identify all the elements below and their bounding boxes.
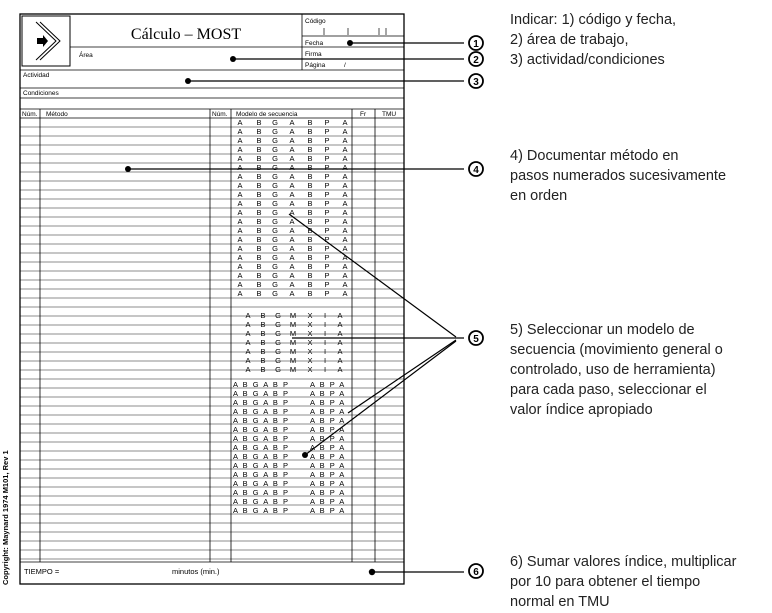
svg-text:4: 4 [473,165,479,176]
pointer-line-5a [289,214,456,337]
callout-marker-4 [469,162,483,176]
tool-use-left: A B G A B P [233,452,290,461]
general-move-letter: A [237,118,243,127]
general-move-letter: A [289,118,295,127]
svg-text:3: 3 [473,77,479,88]
general-move-letter: B [256,172,262,181]
tool-use-right: A B P A [310,434,346,443]
controlled-move-letter: G [275,365,281,374]
general-move-letter: P [324,172,330,181]
controlled-move-letter: M [289,320,297,329]
annotation-1: Indicar: 1) código y fecha, [510,12,677,28]
tool-use-left: A B G A B P [233,506,290,515]
controlled-move-letter: A [337,356,343,365]
codigo-label: Código [305,18,326,25]
controlled-move-letter: A [337,329,343,338]
general-move-letter: B [307,235,313,244]
general-move-letter: A [289,271,295,280]
controlled-move-letter: I [323,356,327,365]
general-move-letter: B [307,289,313,298]
pointer-dot-2 [230,56,236,62]
controlled-move-letter: A [245,356,251,365]
pointer-dot-1 [347,40,353,46]
general-move-letter: B [256,262,262,271]
controlled-move-letter: X [307,347,313,356]
callout-marker-3 [469,74,483,88]
general-move-letter: P [324,163,330,172]
general-move-letter: G [272,199,278,208]
tool-use-right: A B P A [310,470,346,479]
controlled-move-letter: X [307,311,313,320]
callout-marker-2 [469,52,483,66]
general-move-letter: P [324,244,330,253]
general-move-letter: A [237,217,243,226]
pointer-dot-6 [369,569,375,575]
controlled-move-letter: B [260,311,266,320]
general-move-letter: A [289,235,295,244]
controlled-move-letter: A [337,311,343,320]
tool-use-left: A B G A B P [233,470,290,479]
general-move-letter: A [342,163,348,172]
general-move-letter: G [272,217,278,226]
fecha-label: Fecha [305,40,324,47]
general-move-letter: B [256,118,262,127]
tool-use-left: A B G A B P [233,425,290,434]
general-move-letter: G [272,235,278,244]
svg-text:5: 5 [473,334,479,345]
controlled-move-letter: X [307,356,313,365]
pointer-lines [128,43,464,572]
condiciones-label: Condiciones [23,90,59,97]
general-move-letter: B [307,253,313,262]
general-move-letter: B [256,181,262,190]
tool-use-right: A B P A [310,461,346,470]
controlled-move-letter: B [260,356,266,365]
general-move-letter: G [272,289,278,298]
general-move-letter: G [272,271,278,280]
general-move-letter: A [342,172,348,181]
general-move-letter: A [289,145,295,154]
general-move-letter: B [256,226,262,235]
general-move-letter: B [307,271,313,280]
general-move-letter: P [324,154,330,163]
controlled-move-letter: I [323,329,327,338]
general-move-letter: G [272,280,278,289]
col-num2-header: Núm. [212,111,228,118]
tool-use-right: A B P A [310,506,346,515]
general-move-letter: B [256,154,262,163]
general-move-letter: A [342,145,348,154]
general-move-letter: A [289,244,295,253]
general-move-letter: P [324,181,330,190]
controlled-move-letter: A [337,365,343,374]
general-move-letter: A [237,253,243,262]
controlled-move-letter: M [289,329,297,338]
general-move-letter: P [324,199,330,208]
general-move-letter: A [289,217,295,226]
svg-text:6: 6 [473,567,479,578]
tool-use-right: A B P A [310,425,346,434]
controlled-move-letter: I [323,320,327,329]
general-move-letter: B [256,217,262,226]
general-move-letter: G [272,127,278,136]
general-move-letter: A [342,235,348,244]
general-move-letter: A [237,190,243,199]
general-move-letter: B [307,244,313,253]
pointer-dot-4 [125,166,131,172]
controlled-move-letter: G [275,347,281,356]
annotation-3: 3) actividad/condiciones [510,52,665,68]
general-move-letter: B [307,163,313,172]
general-move-letter: P [324,226,330,235]
general-move-letter: G [272,136,278,145]
general-move-letter: B [307,127,313,136]
general-move-letter: A [237,172,243,181]
controlled-move-letter: I [323,347,327,356]
controlled-move-letter: A [337,338,343,347]
controlled-move-letter: M [289,338,297,347]
general-move-letter: G [272,226,278,235]
general-move-letter: A [289,172,295,181]
area-label: Área [79,52,93,59]
copyright-notice: Copyright: Maynard 1974 M101, Rev 1 [1,450,10,585]
controlled-move-letter: A [245,365,251,374]
form-title: Cálculo – MOST [130,26,242,43]
general-move-letter: G [272,208,278,217]
general-move-letter: P [324,136,330,145]
pagina-label: Página [305,62,326,69]
general-move-letter: G [272,154,278,163]
general-move-letter: B [256,271,262,280]
controlled-move-letter: I [323,311,327,320]
general-move-letter: B [307,190,313,199]
general-move-letter: B [307,154,313,163]
general-move-letter: A [237,127,243,136]
controlled-move-letter: G [275,356,281,365]
controlled-move-letter: B [260,329,266,338]
general-move-letter: B [307,226,313,235]
general-move-letter: A [342,253,348,262]
general-move-letter: B [256,253,262,262]
controlled-move-letter: B [260,338,266,347]
controlled-move-letter: M [289,311,297,320]
general-move-letter: G [272,262,278,271]
general-move-letter: A [237,226,243,235]
controlled-move-letter: G [275,338,281,347]
general-move-letter: B [307,181,313,190]
tool-use-left: A B G A B P [233,497,290,506]
general-move-letter: A [237,163,243,172]
general-move-letter: A [342,226,348,235]
general-move-letter: B [307,136,313,145]
general-move-letter: P [324,190,330,199]
general-move-letter: A [289,208,295,217]
controlled-move-letter: I [323,338,327,347]
tool-use-left: A B G A B P [233,398,290,407]
codigo-boxes [324,28,386,35]
controlled-move-letter: B [260,365,266,374]
general-move-letter: P [324,253,330,262]
general-move-letter: A [289,253,295,262]
callout-marker-1 [469,36,483,50]
actividad-label: Actividad [23,72,50,79]
annotation-6: 6) Sumar valores índice, multiplicar por 10 para obtener el tiempo normal en TMU [510,554,737,610]
controlled-move-letter: A [245,320,251,329]
general-move-letter: A [237,154,243,163]
tool-use-right: A B P A [310,443,346,452]
general-move-letter: A [342,208,348,217]
controlled-move-letter: M [289,356,297,365]
general-move-letter: A [342,217,348,226]
col-tmu-header: TMU [382,111,397,118]
tool-use-right: A B P A [310,497,346,506]
form-border [20,14,404,584]
general-move-letter: B [307,145,313,154]
tool-use-left: A B G A B P [233,479,290,488]
general-move-letter: P [324,127,330,136]
tool-use-left: A B G A B P [233,488,290,497]
tool-use-right: A B P A [310,479,346,488]
controlled-move-letter: X [307,365,313,374]
general-move-letter: B [256,145,262,154]
general-move-letter: A [342,262,348,271]
controlled-move-letter: X [307,320,313,329]
general-move-letter: A [289,181,295,190]
general-move-letter: A [237,280,243,289]
svg-text:2: 2 [473,55,479,66]
general-move-letter: B [307,208,313,217]
general-move-letter: P [324,217,330,226]
controlled-move-letter: A [245,311,251,320]
general-move-letter: G [272,145,278,154]
tool-use-right: A B P A [310,389,346,398]
general-move-letter: A [289,226,295,235]
tool-use-left: A B G A B P [233,389,290,398]
general-move-letter: G [272,163,278,172]
general-move-letter: B [256,163,262,172]
general-move-letter: A [342,244,348,253]
general-move-letter: B [307,217,313,226]
general-move-letter: A [237,262,243,271]
general-move-letter: P [324,289,330,298]
general-move-letter: A [237,271,243,280]
general-move-letter: A [237,199,243,208]
minutos-label: minutos (min.) [172,567,220,576]
general-move-letter: B [256,289,262,298]
callout-marker-6 [469,564,483,578]
general-move-letter: A [342,289,348,298]
col-num-header: Núm. [22,111,38,118]
general-move-letter: A [289,262,295,271]
tool-use-right: A B P A [310,398,346,407]
pagina-separator: / [344,62,346,69]
general-move-letter: B [256,190,262,199]
general-move-letter: B [256,208,262,217]
general-move-letter: B [307,199,313,208]
callout-markers [469,36,483,578]
pointer-line-5c [348,340,456,413]
controlled-move-letter: G [275,329,281,338]
general-move-letter: A [342,127,348,136]
general-move-letter: A [342,136,348,145]
general-move-letter: A [289,154,295,163]
controlled-move-letter: A [245,329,251,338]
tiempo-label: TIEMPO = [24,567,60,576]
tool-use-left: A B G A B P [233,461,290,470]
controlled-move-letter: G [275,320,281,329]
general-move-letter: P [324,262,330,271]
general-move-letter: B [256,235,262,244]
controlled-move-letter: M [289,365,297,374]
general-move-letter: A [289,190,295,199]
general-move-letter: G [272,253,278,262]
general-move-letter: P [324,118,330,127]
controlled-move-letter: A [337,347,343,356]
callout-marker-5 [469,331,483,345]
general-move-letter: A [289,289,295,298]
general-move-letter: G [272,190,278,199]
tool-use-right: A B P A [310,416,346,425]
general-move-letter: A [237,181,243,190]
general-move-letter: B [307,118,313,127]
annotation-5: 5) Seleccionar un modelo de secuencia (movimiento general o controlado, uso de herramienta) para cada paso, seleccionar el valor índice apropiado [510,322,723,418]
col-metodo-header: Método [46,111,68,118]
tool-use-left: A B G A B P [233,443,290,452]
general-move-letter: A [289,136,295,145]
general-move-letter: A [237,136,243,145]
col-modelo-header: Modelo de secuencia [236,111,298,118]
general-move-letter: A [342,118,348,127]
general-move-letter: A [342,280,348,289]
general-move-letter: P [324,235,330,244]
svg-text:1: 1 [473,39,479,50]
general-move-letter: A [289,199,295,208]
tool-use-right: A B P A [310,407,346,416]
general-move-letter: A [237,208,243,217]
general-move-letter: G [272,172,278,181]
general-move-letter: A [342,271,348,280]
general-move-letter: A [237,235,243,244]
controlled-move-letter: A [245,347,251,356]
controlled-move-letter: A [337,320,343,329]
tool-use-right: A B P A [310,488,346,497]
tool-use-left: A B G A B P [233,407,290,416]
controlled-move-letter: X [307,338,313,347]
general-move-letter: A [289,127,295,136]
general-move-letter: A [342,199,348,208]
controlled-move-letter: X [307,329,313,338]
general-move-letter: B [256,127,262,136]
controlled-move-letter: G [275,311,281,320]
sequence-model-rows [233,118,348,515]
general-move-letter: A [342,190,348,199]
general-move-letter: A [237,289,243,298]
annotation-1-2-3 [510,10,676,70]
annotation-4: 4) Documentar método en pasos numerados sucesivamente en orden [510,148,727,204]
tool-use-left: A B G A B P [233,380,290,389]
general-move-letter: G [272,181,278,190]
controlled-move-letter: B [260,320,266,329]
general-move-letter: A [289,280,295,289]
annotation-2: 2) área de trabajo, [510,32,629,48]
general-move-letter: G [272,244,278,253]
tool-use-right: A B P A [310,452,346,461]
controlled-move-letter: B [260,347,266,356]
general-move-letter: B [256,199,262,208]
general-move-letter: B [256,280,262,289]
general-move-letter: B [307,280,313,289]
firma-label: Firma [305,51,322,58]
general-move-letter: A [289,163,295,172]
general-move-letter: A [237,244,243,253]
general-move-letter: P [324,145,330,154]
general-move-letter: P [324,208,330,217]
tool-use-right: A B P A [310,380,346,389]
general-move-letter: P [324,280,330,289]
tool-use-left: A B G A B P [233,434,290,443]
general-move-letter: A [237,145,243,154]
general-move-letter: B [307,172,313,181]
general-move-letter: P [324,271,330,280]
most-logo [22,16,70,66]
pointer-dot-3 [185,78,191,84]
general-move-letter: B [307,262,313,271]
controlled-move-letter: M [289,347,297,356]
general-move-letter: B [256,136,262,145]
general-move-letter: A [342,181,348,190]
controlled-move-letter: I [323,365,327,374]
tool-use-left: A B G A B P [233,416,290,425]
controlled-move-letter: A [245,338,251,347]
general-move-letter: G [272,118,278,127]
pointer-dot-5 [302,452,308,458]
col-fr-header: Fr [360,111,367,118]
general-move-letter: B [256,244,262,253]
general-move-letter: A [342,154,348,163]
